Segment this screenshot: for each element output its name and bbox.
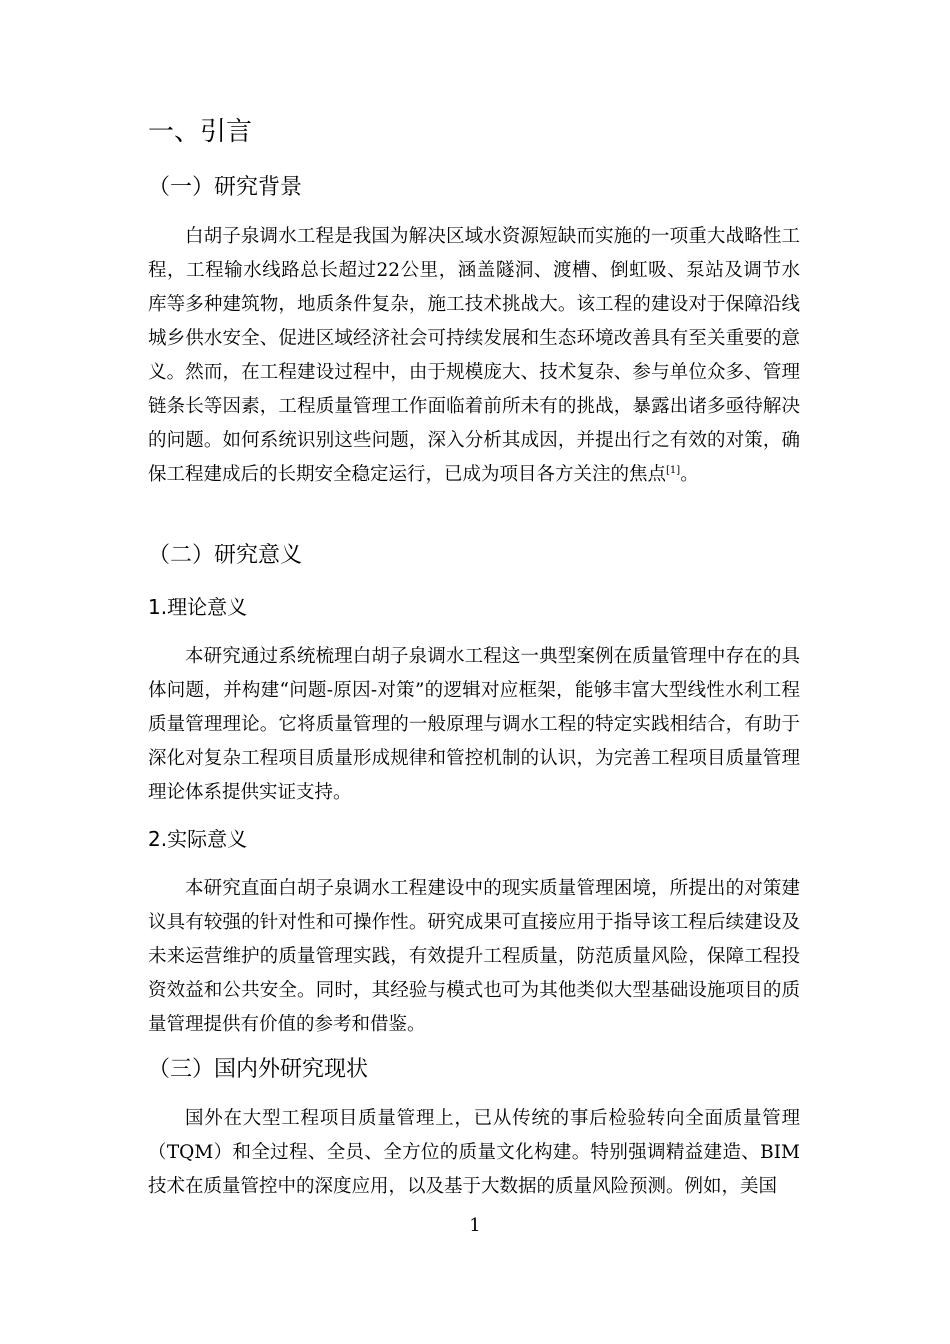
subsection-heading-practice: 2.实际意义	[148, 827, 248, 851]
paragraph-background-text: 白胡子泉调水工程是我国为解决区域水资源短缺而实施的一项重大战略性工程，工程输水线路总长超过22公里，涵盖隧洞、渡槽、倒虹吸、泵站及调节水库等多种建筑物，地质条件复杂，施工技术挑战大。该工程的建设对于保障沿线城乡供水安全、促进区域经济社会可持续发展和生态环境改善具有至关重要的意义。然而，在工程建设过程中，由于规模庞大、技术复杂、参与单位众多、管理链条长等因素，工程质量管理工作面临着前所未有的挑战，暴露出诸多亟待解决的问题。如何系统识别这些问题，深入分析其成因，并提出行之有效的对策，确保工程建成后的长期安全稳定运行，已成为项目各方关注的焦点	[148, 226, 800, 485]
chapter-heading: 一、引言	[148, 117, 253, 147]
paragraph-practice: 本研究直面白胡子泉调水工程建设中的现实质量管理困境，所提出的对策建议具有较强的针对性和可操作性。研究成果可直接应用于指导该工程后续建设及未来运营维护的质量管理实践，有效提升工程质量，防范质量风险，保障工程投资效益和公共安全。同时，其经验与模式也可为其他类似大型基础设施项目的质量管理提供有价值的参考和借鉴。	[148, 878, 800, 1035]
citation-ref: [1]	[666, 464, 681, 476]
paragraph-theory: 本研究通过系统梳理白胡子泉调水工程这一典型案例在质量管理中存在的具体问题，并构建“问题-原因-对策”的逻辑对应框架，能够丰富大型线性水利工程质量管理理论。它将质量管理的一般原理与调水工程的特定实践相结合，有助于深化对复杂工程项目质量形成规律和管控机制的认识，为完善工程项目质量管理理论体系提供实证支持。	[148, 646, 800, 803]
page-number: 1	[469, 1215, 481, 1236]
section-heading-background: （一）研究背景	[148, 175, 303, 200]
paragraph-background	[148, 220, 800, 492]
section-heading-research-status: （三）国内外研究现状	[148, 1057, 369, 1082]
paragraph-background-tail: 。	[680, 464, 699, 485]
subsection-heading-theory: 1.理论意义	[148, 595, 248, 619]
paragraph-research-status: 国外在大型工程项目质量管理上，已从传统的事后检验转向全面质量管理（TQM）和全过程、全员、全方位的质量文化构建。特别强调精益建造、BIM技术在质量管控中的深度应用，以及基于大数据的质量风险预测。例如，美国	[148, 1108, 800, 1197]
section-heading-significance: （二）研究意义	[148, 543, 303, 568]
